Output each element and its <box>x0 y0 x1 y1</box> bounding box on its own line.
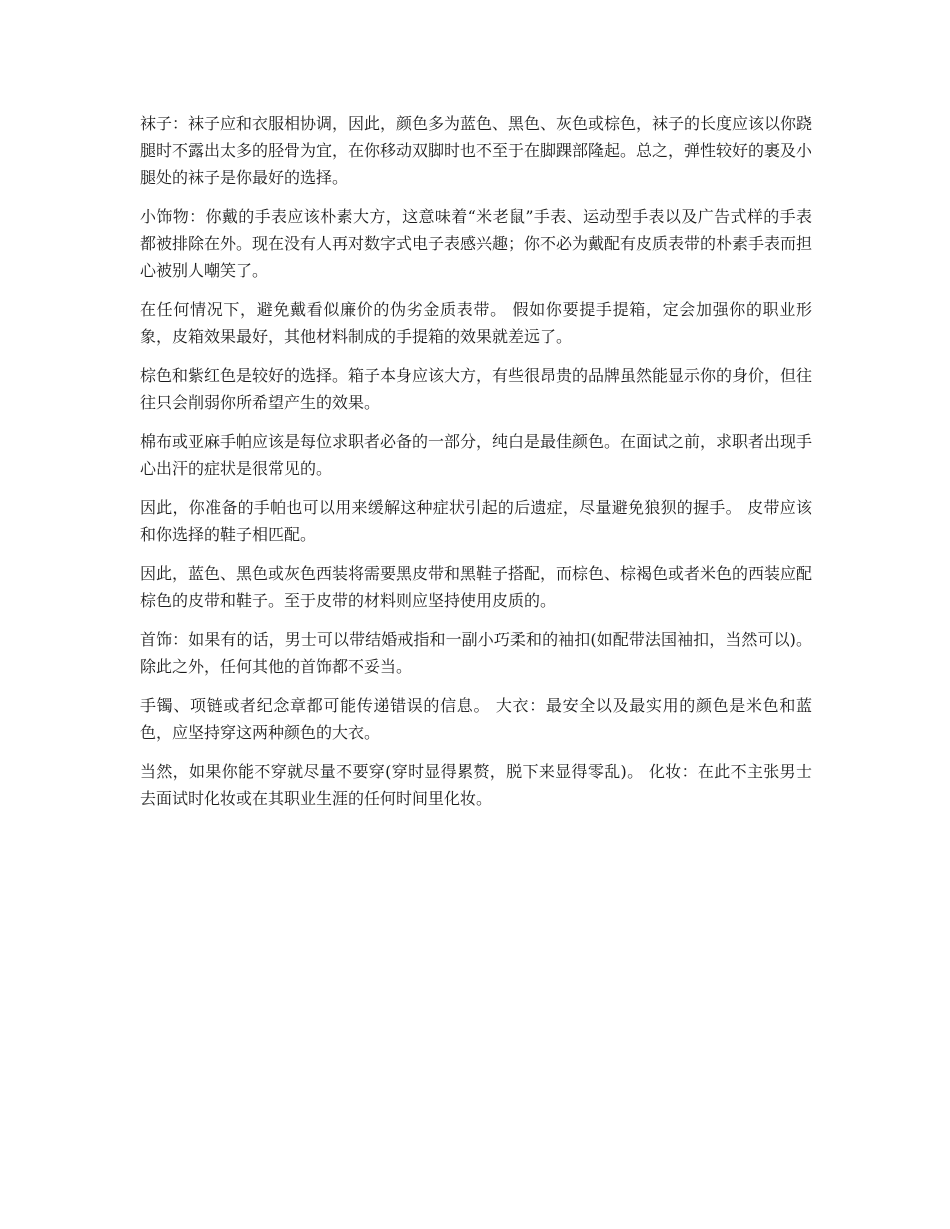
paragraph-coat: 手镯、项链或者纪念章都可能传递错误的信息。 大衣：最安全以及最实用的颜色是米色和蓝色，应坚持穿这两种颜色的大衣。 <box>140 696 812 742</box>
paragraph-makeup: 当然，如果你能不穿就尽量不要穿(穿时显得累赘，脱下来显得零乱)。 化妆：在此不主张男士去面试时化妆或在其职业生涯的任何时间里化妆。 <box>140 762 812 808</box>
paragraph-socks: 袜子：袜子应和衣服相协调，因此，颜色多为蓝色、黑色、灰色或棕色，袜子的长度应该以你跷腿时不露出太多的胫骨为宜，在你移动双脚时也不至于在脚踝部隆起。总之，弹性较好的裹及小腿处的袜子是你最好的选择。 <box>140 114 813 187</box>
paragraph-watchband-briefcase: 在任何情况下，避免戴看似廉价的伪劣金质表带。 假如你要提手提箱，定会加强你的职业形象，皮箱效果最好，其他材料制成的手提箱的效果就差远了。 <box>140 300 812 346</box>
paragraph-jewelry: 首饰：如果有的话，男士可以带结婚戒指和一副小巧柔和的袖扣(如配带法国袖扣，当然可以)。除此之外，任何其他的首饰都不妥当。 <box>140 630 812 676</box>
paragraph-handkerchief: 棉布或亚麻手帕应该是每位求职者必备的一部分，纯白是最佳颜色。在面试之前，求职者出现手心出汗的症状是很常见的。 <box>140 432 813 478</box>
paragraph-handkerchief-belt: 因此，你准备的手帕也可以用来缓解这种症状引起的后遗症，尽量避免狼狈的握手。 皮带应该和你选择的鞋子相匹配。 <box>140 498 812 544</box>
paragraph-belt-shoes: 因此，蓝色、黑色或灰色西装将需要黑皮带和黑鞋子搭配，而棕色、棕褐色或者米色的西装应配棕色的皮带和鞋子。至于皮带的材料则应坚持使用皮质的。 <box>140 564 813 610</box>
paragraph-briefcase-color: 棕色和紫红色是较好的选择。箱子本身应该大方，有些很昂贵的品牌虽然能显示你的身价，但往往只会削弱你所希望产生的效果。 <box>140 366 813 412</box>
document-body <box>140 110 812 824</box>
paragraph-accessories: 小饰物：你戴的手表应该朴素大方，这意味着“米老鼠”手表、运动型手表以及广告式样的手表都被排除在外。现在没有人再对数字式电子表感兴趣；你不必为戴配有皮质表带的朴素手表而担心被别人嘲笑了。 <box>140 207 813 280</box>
